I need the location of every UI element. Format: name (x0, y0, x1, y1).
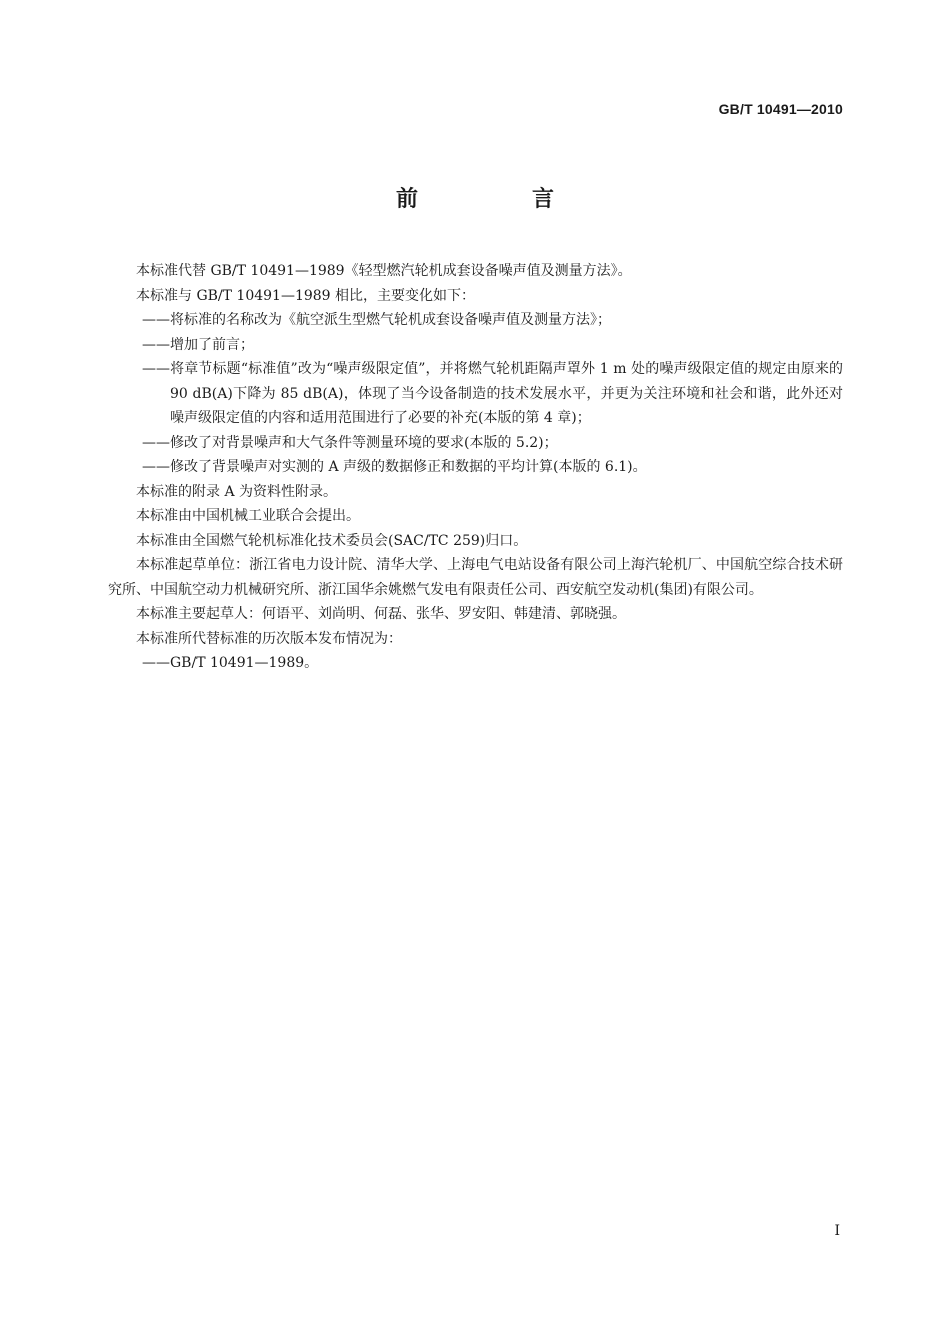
paragraph-changes-intro: 本标准与 GB/T 10491—1989 相比，主要变化如下： (136, 287, 476, 304)
paragraph-replaces: 本标准代替 GB/T 10491—1989《轻型燃汽轮机成套设备噪声值及测量方法》。 (136, 263, 632, 279)
list-item: ——将章节标题“标准值”改为“噪声级限定值”，并将燃气轮机距隔声罩外 1 m 处的噪声级限定值的规定由原来的 90 dB(A)下降为 85 dB(A)，体现了当今设备制造的技术发展水平，并更为关注环境和社会和谐，此外还对噪声级限定值的内容和适用范围进行了必要的补充(本版的第 4 章)； (142, 361, 843, 426)
list-item: ——修改了对背景噪声和大气条件等测量环境的要求(本版的 5.2)； (142, 434, 558, 451)
list-item: ——GB/T 10491—1989。 (142, 655, 319, 671)
paragraph-drafting-units: 本标准起草单位：浙江省电力设计院、清华大学、上海电气电站设备有限公司上海汽轮机厂、中国航空综合技术研究所、中国航空动力机械研究所、浙江国华余姚燃气发电有限责任公司、西安航空发动机(集团)有限公司。 (108, 557, 843, 598)
page-number: I (834, 1223, 840, 1239)
list-item: ——修改了背景噪声对实测的 A 声级的数据修正和数据的平均计算(本版的 6.1)。 (142, 459, 647, 475)
paragraph-proposed-by: 本标准由中国机械工业联合会提出。 (136, 508, 360, 524)
paragraph-centralized-by: 本标准由全国燃气轮机标准化技术委员会(SAC/TC 259)归口。 (136, 532, 528, 549)
paragraph-drafters: 本标准主要起草人：何语平、刘尚明、何磊、张华、罗安阳、韩建清、郭晓强。 (136, 606, 626, 622)
page-title: 前 言 (395, 187, 600, 212)
list-item: ——将标准的名称改为《航空派生型燃气轮机成套设备噪声值及测量方法》； (142, 312, 611, 328)
document-body (108, 259, 843, 676)
paragraph-previous-editions: 本标准所代替标准的历次版本发布情况为： (136, 630, 402, 647)
standard-number: GB/T 10491—2010 (718, 101, 843, 117)
list-item: ——增加了前言； (142, 336, 254, 353)
paragraph-appendix: 本标准的附录 A 为资料性附录。 (136, 483, 338, 500)
